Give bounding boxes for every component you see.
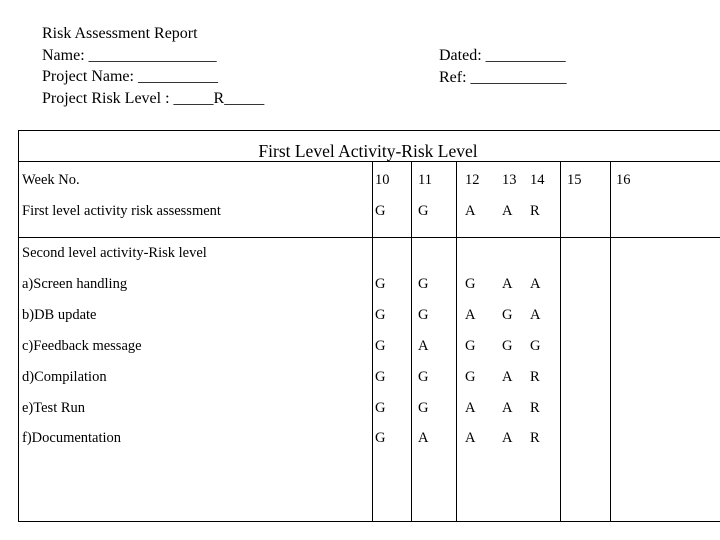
risk-value: A (530, 276, 541, 292)
risk-table (18, 130, 720, 522)
column-divider (456, 162, 457, 522)
week-no-label: Week No. (22, 172, 80, 188)
risk-value: G (375, 276, 386, 292)
risk-value: R (530, 430, 540, 446)
risk-value: G (418, 203, 429, 219)
risk-value: G (375, 203, 386, 219)
activity-label: e)Test Run (22, 400, 86, 416)
column-divider (372, 162, 373, 522)
risk-value: R (530, 203, 540, 219)
report-header-left (42, 23, 264, 109)
project-risk-level-field: Project Risk Level : _____R_____ (42, 89, 265, 107)
risk-value: G (418, 369, 429, 385)
risk-value: G (418, 307, 429, 323)
week-number: 10 (375, 172, 390, 188)
activity-label: a)Screen handling (22, 276, 128, 292)
risk-value: G (502, 338, 513, 354)
report-title: Risk Assessment Report (42, 25, 198, 42)
risk-value: G (375, 400, 386, 416)
activity-label: d)Compilation (22, 369, 107, 385)
week-number: 12 (465, 172, 480, 188)
ref-field: Ref: ____________ (439, 68, 567, 86)
risk-value: G (465, 276, 476, 292)
risk-value: G (465, 369, 476, 385)
risk-value: A (465, 307, 476, 323)
week-number: 14 (530, 172, 545, 188)
risk-value: G (375, 307, 386, 323)
column-divider (411, 162, 412, 522)
risk-value: G (418, 400, 429, 416)
risk-value: A (502, 203, 513, 219)
column-divider (610, 162, 611, 522)
name-field: Name: ________________ (42, 46, 217, 64)
first-level-label: First level activity risk assessment (22, 203, 221, 219)
week-number: 15 (567, 172, 582, 188)
risk-value: G (465, 338, 476, 354)
risk-value: A (465, 430, 476, 446)
risk-value: G (375, 338, 386, 354)
week-number: 16 (616, 172, 631, 188)
risk-value: G (502, 307, 513, 323)
week-number: 11 (418, 172, 432, 188)
risk-value: G (375, 369, 386, 385)
risk-value: A (502, 430, 513, 446)
table-title-row (18, 130, 720, 162)
risk-value: A (502, 276, 513, 292)
week-number: 13 (502, 172, 517, 188)
activity-label: f)Documentation (22, 430, 122, 446)
table-title: First Level Activity-Risk Level (258, 141, 478, 161)
risk-value: A (502, 400, 513, 416)
risk-value: A (465, 203, 476, 219)
dated-field: Dated: __________ (439, 47, 566, 64)
column-divider (560, 162, 561, 522)
risk-value: R (530, 400, 540, 416)
risk-value: A (530, 307, 541, 323)
risk-value: A (418, 338, 429, 354)
activity-label: b)DB update (22, 307, 97, 323)
risk-value: A (502, 369, 513, 385)
activity-label: c)Feedback message (22, 338, 142, 354)
risk-value: A (418, 430, 429, 446)
risk-value: G (530, 338, 541, 354)
report-header-right (439, 45, 567, 88)
risk-value: R (530, 369, 540, 385)
section-divider (18, 237, 720, 238)
risk-value: G (375, 430, 386, 446)
second-level-heading: Second level activity-Risk level (22, 245, 207, 261)
risk-value: A (465, 400, 476, 416)
risk-value: G (418, 276, 429, 292)
project-name-field: Project Name: __________ (42, 68, 218, 85)
